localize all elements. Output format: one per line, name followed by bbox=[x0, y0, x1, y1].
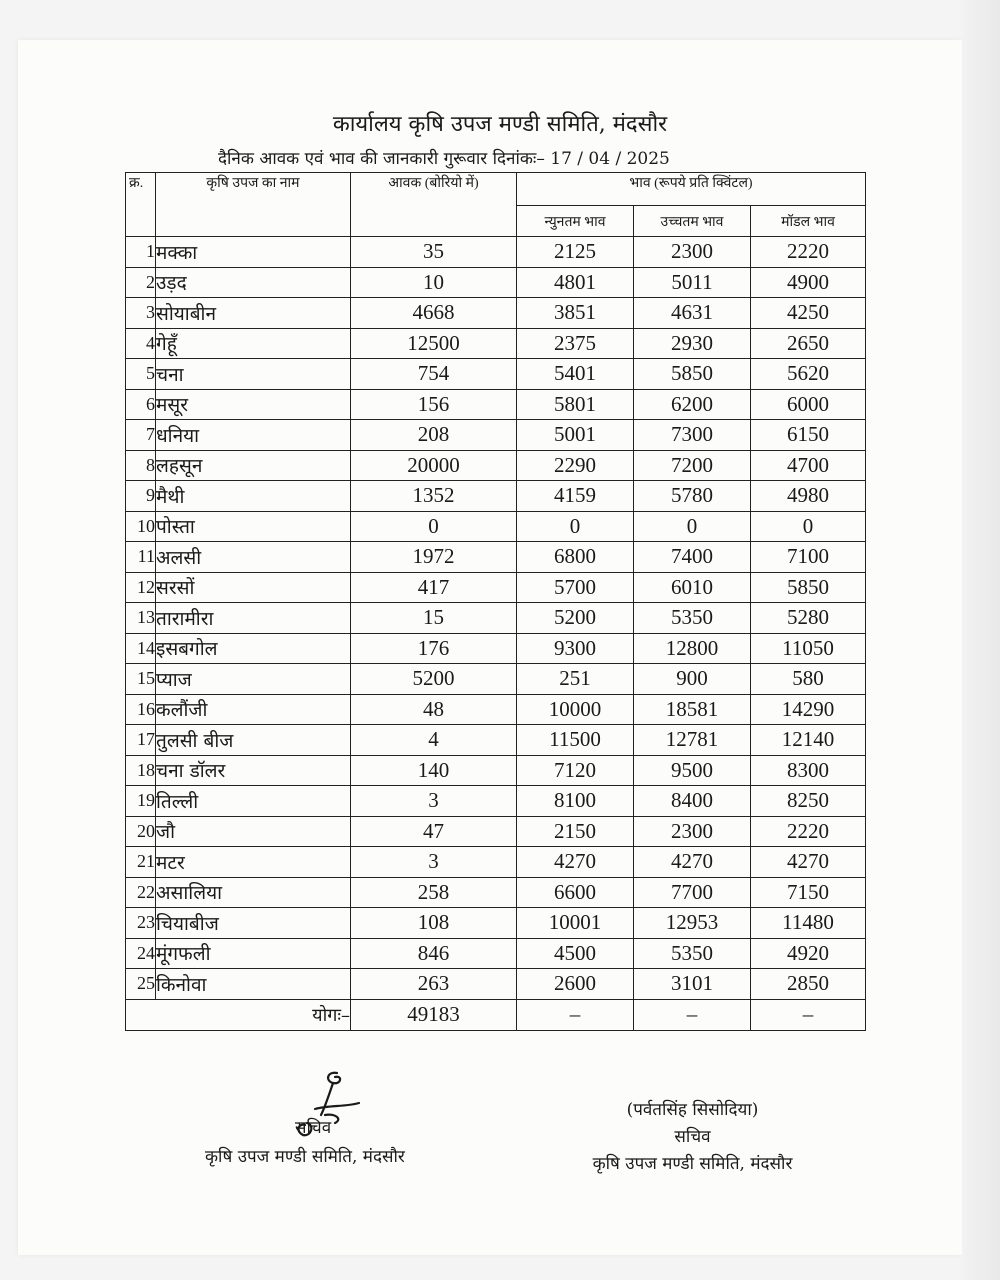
col-header-arrival: आवक (बोरियो में) bbox=[351, 173, 517, 237]
table-row bbox=[126, 694, 866, 725]
cell-modal-price: 2220 bbox=[751, 816, 866, 847]
cell-sn: 7 bbox=[126, 420, 156, 451]
table-row bbox=[126, 816, 866, 847]
cell-crop-name: इसबगोल bbox=[156, 633, 351, 664]
col-header-min: न्युनतम भाव bbox=[517, 206, 634, 237]
table-row bbox=[126, 877, 866, 908]
cell-min-price: 0 bbox=[517, 511, 634, 542]
cell-min-price: 5401 bbox=[517, 359, 634, 390]
cell-modal-price: 580 bbox=[751, 664, 866, 695]
cell-sn: 9 bbox=[126, 481, 156, 512]
cell-modal-price: 11050 bbox=[751, 633, 866, 664]
cell-min-price: 6600 bbox=[517, 877, 634, 908]
cell-arrival: 3 bbox=[351, 847, 517, 878]
cell-crop-name: मसूर bbox=[156, 389, 351, 420]
cell-crop-name: जौ bbox=[156, 816, 351, 847]
cell-modal-price: 8250 bbox=[751, 786, 866, 817]
cell-crop-name: प्याज bbox=[156, 664, 351, 695]
cell-sn: 12 bbox=[126, 572, 156, 603]
table-row bbox=[126, 969, 866, 1000]
cell-min-price: 10001 bbox=[517, 908, 634, 939]
table-row bbox=[126, 633, 866, 664]
cell-max-price: 7300 bbox=[634, 420, 751, 451]
cell-crop-name: पोस्ता bbox=[156, 511, 351, 542]
table-row bbox=[126, 237, 866, 268]
cell-arrival: 0 bbox=[351, 511, 517, 542]
cell-min-price: 11500 bbox=[517, 725, 634, 756]
col-header-modal: मॉडल भाव bbox=[751, 206, 866, 237]
cell-arrival: 3 bbox=[351, 786, 517, 817]
cell-sn: 18 bbox=[126, 755, 156, 786]
cell-sn: 13 bbox=[126, 603, 156, 634]
cell-arrival: 48 bbox=[351, 694, 517, 725]
table-row bbox=[126, 725, 866, 756]
cell-max-price: 5011 bbox=[634, 267, 751, 298]
cell-arrival: 208 bbox=[351, 420, 517, 451]
cell-max-price: 6200 bbox=[634, 389, 751, 420]
cell-crop-name: उड़द bbox=[156, 267, 351, 298]
right-office: कृषि उपज मण्डी समिति, मंदसौर bbox=[592, 1154, 793, 1174]
cell-arrival: 140 bbox=[351, 755, 517, 786]
cell-arrival: 20000 bbox=[351, 450, 517, 481]
cell-crop-name: सोयाबीन bbox=[156, 298, 351, 329]
cell-crop-name: सरसों bbox=[156, 572, 351, 603]
cell-min-price: 9300 bbox=[517, 633, 634, 664]
cell-modal-price: 2850 bbox=[751, 969, 866, 1000]
cell-max-price: 9500 bbox=[634, 755, 751, 786]
cell-max-price: 900 bbox=[634, 664, 751, 695]
cell-min-price: 2150 bbox=[517, 816, 634, 847]
cell-arrival: 4 bbox=[351, 725, 517, 756]
cell-arrival: 15 bbox=[351, 603, 517, 634]
cell-crop-name: तिल्ली bbox=[156, 786, 351, 817]
cell-arrival: 5200 bbox=[351, 664, 517, 695]
cell-crop-name: किनोवा bbox=[156, 969, 351, 1000]
cell-max-price: 18581 bbox=[634, 694, 751, 725]
cell-max-price: 12800 bbox=[634, 633, 751, 664]
cell-crop-name: मक्का bbox=[156, 237, 351, 268]
cell-max-price: 2930 bbox=[634, 328, 751, 359]
table-row bbox=[126, 542, 866, 573]
cell-max-price: 8400 bbox=[634, 786, 751, 817]
table-row bbox=[126, 511, 866, 542]
cell-modal-price: 7150 bbox=[751, 877, 866, 908]
cell-max-price: 6010 bbox=[634, 572, 751, 603]
total-label: योगः– bbox=[126, 999, 351, 1030]
cell-sn: 3 bbox=[126, 298, 156, 329]
cell-sn: 2 bbox=[126, 267, 156, 298]
total-max: – bbox=[634, 999, 751, 1030]
cell-modal-price: 11480 bbox=[751, 908, 866, 939]
cell-modal-price: 14290 bbox=[751, 694, 866, 725]
cell-arrival: 1352 bbox=[351, 481, 517, 512]
table-row bbox=[126, 328, 866, 359]
cell-sn: 22 bbox=[126, 877, 156, 908]
cell-arrival: 10 bbox=[351, 267, 517, 298]
cell-max-price: 0 bbox=[634, 511, 751, 542]
cell-modal-price: 4270 bbox=[751, 847, 866, 878]
cell-min-price: 4500 bbox=[517, 938, 634, 969]
table-row bbox=[126, 450, 866, 481]
cell-min-price: 7120 bbox=[517, 755, 634, 786]
signature-block-left bbox=[205, 1115, 475, 1167]
table-row bbox=[126, 572, 866, 603]
cell-min-price: 4801 bbox=[517, 267, 634, 298]
cell-crop-name: तुलसी बीज bbox=[156, 725, 351, 756]
cell-max-price: 5850 bbox=[634, 359, 751, 390]
cell-modal-price: 4700 bbox=[751, 450, 866, 481]
cell-min-price: 4159 bbox=[517, 481, 634, 512]
cell-modal-price: 5850 bbox=[751, 572, 866, 603]
table-row bbox=[126, 603, 866, 634]
cell-min-price: 2290 bbox=[517, 450, 634, 481]
col-header-max: उच्चतम भाव bbox=[634, 206, 751, 237]
cell-modal-price: 8300 bbox=[751, 755, 866, 786]
cell-max-price: 5350 bbox=[634, 603, 751, 634]
cell-min-price: 251 bbox=[517, 664, 634, 695]
report-subtitle: दैनिक आवक एवं भाव की जानकारी गुरूवार दिनांकः– 17 / 04 / 2025 bbox=[218, 149, 670, 169]
col-header-sn: क्र. bbox=[126, 173, 156, 237]
cell-sn: 8 bbox=[126, 450, 156, 481]
table-row bbox=[126, 267, 866, 298]
page-edge-shade bbox=[962, 0, 1000, 1280]
cell-sn: 16 bbox=[126, 694, 156, 725]
cell-arrival: 1972 bbox=[351, 542, 517, 573]
table-row bbox=[126, 298, 866, 329]
cell-crop-name: लहसून bbox=[156, 450, 351, 481]
cell-max-price: 2300 bbox=[634, 816, 751, 847]
cell-crop-name: मैथी bbox=[156, 481, 351, 512]
cell-modal-price: 0 bbox=[751, 511, 866, 542]
table-row bbox=[126, 908, 866, 939]
table-row bbox=[126, 389, 866, 420]
cell-max-price: 7400 bbox=[634, 542, 751, 573]
cell-crop-name: अलसी bbox=[156, 542, 351, 573]
cell-arrival: 846 bbox=[351, 938, 517, 969]
cell-sn: 20 bbox=[126, 816, 156, 847]
total-row bbox=[126, 999, 866, 1030]
cell-modal-price: 7100 bbox=[751, 542, 866, 573]
cell-arrival: 12500 bbox=[351, 328, 517, 359]
cell-min-price: 2125 bbox=[517, 237, 634, 268]
cell-min-price: 8100 bbox=[517, 786, 634, 817]
cell-arrival: 754 bbox=[351, 359, 517, 390]
cell-sn: 4 bbox=[126, 328, 156, 359]
cell-sn: 19 bbox=[126, 786, 156, 817]
left-designation: सचिव bbox=[295, 1118, 332, 1138]
table-row bbox=[126, 786, 866, 817]
cell-crop-name: कलौंजी bbox=[156, 694, 351, 725]
total-min: – bbox=[517, 999, 634, 1030]
cell-max-price: 4631 bbox=[634, 298, 751, 329]
cell-arrival: 35 bbox=[351, 237, 517, 268]
cell-arrival: 156 bbox=[351, 389, 517, 420]
cell-arrival: 417 bbox=[351, 572, 517, 603]
cell-min-price: 10000 bbox=[517, 694, 634, 725]
cell-sn: 24 bbox=[126, 938, 156, 969]
cell-modal-price: 4900 bbox=[751, 267, 866, 298]
cell-modal-price: 5280 bbox=[751, 603, 866, 634]
cell-sn: 15 bbox=[126, 664, 156, 695]
signature-block-right bbox=[560, 1097, 825, 1178]
cell-min-price: 5200 bbox=[517, 603, 634, 634]
cell-sn: 23 bbox=[126, 908, 156, 939]
cell-sn: 14 bbox=[126, 633, 156, 664]
cell-crop-name: चना डॉलर bbox=[156, 755, 351, 786]
cell-arrival: 108 bbox=[351, 908, 517, 939]
cell-modal-price: 4920 bbox=[751, 938, 866, 969]
cell-crop-name: चियाबीज bbox=[156, 908, 351, 939]
cell-sn: 17 bbox=[126, 725, 156, 756]
cell-min-price: 3851 bbox=[517, 298, 634, 329]
left-office: कृषि उपज मण्डी समिति, मंदसौर bbox=[205, 1147, 405, 1167]
col-header-price-group: भाव (रूपये प्रति क्विंटल) bbox=[517, 173, 866, 206]
cell-modal-price: 6150 bbox=[751, 420, 866, 451]
cell-sn: 5 bbox=[126, 359, 156, 390]
total-modal: – bbox=[751, 999, 866, 1030]
cell-max-price: 7200 bbox=[634, 450, 751, 481]
cell-max-price: 3101 bbox=[634, 969, 751, 1000]
cell-sn: 10 bbox=[126, 511, 156, 542]
cell-sn: 25 bbox=[126, 969, 156, 1000]
cell-modal-price: 4980 bbox=[751, 481, 866, 512]
table-row bbox=[126, 481, 866, 512]
cell-crop-name: गेहूँ bbox=[156, 328, 351, 359]
table-row bbox=[126, 664, 866, 695]
cell-arrival: 47 bbox=[351, 816, 517, 847]
cell-sn: 6 bbox=[126, 389, 156, 420]
cell-sn: 21 bbox=[126, 847, 156, 878]
cell-arrival: 263 bbox=[351, 969, 517, 1000]
cell-crop-name: धनिया bbox=[156, 420, 351, 451]
col-header-name: कृषि उपज का नाम bbox=[156, 173, 351, 237]
cell-crop-name: चना bbox=[156, 359, 351, 390]
cell-max-price: 5780 bbox=[634, 481, 751, 512]
cell-max-price: 2300 bbox=[634, 237, 751, 268]
cell-sn: 1 bbox=[126, 237, 156, 268]
cell-modal-price: 2650 bbox=[751, 328, 866, 359]
total-arrival: 49183 bbox=[351, 999, 517, 1030]
cell-max-price: 5350 bbox=[634, 938, 751, 969]
cell-sn: 11 bbox=[126, 542, 156, 573]
cell-max-price: 12953 bbox=[634, 908, 751, 939]
price-table bbox=[125, 172, 866, 1031]
cell-min-price: 5700 bbox=[517, 572, 634, 603]
table-row bbox=[126, 359, 866, 390]
cell-crop-name: मटर bbox=[156, 847, 351, 878]
right-designation: सचिव bbox=[674, 1127, 711, 1147]
table-row bbox=[126, 755, 866, 786]
cell-arrival: 258 bbox=[351, 877, 517, 908]
table-row bbox=[126, 938, 866, 969]
cell-arrival: 176 bbox=[351, 633, 517, 664]
cell-min-price: 4270 bbox=[517, 847, 634, 878]
cell-modal-price: 6000 bbox=[751, 389, 866, 420]
cell-min-price: 2600 bbox=[517, 969, 634, 1000]
cell-arrival: 4668 bbox=[351, 298, 517, 329]
cell-modal-price: 4250 bbox=[751, 298, 866, 329]
table-row bbox=[126, 420, 866, 451]
cell-max-price: 12781 bbox=[634, 725, 751, 756]
cell-max-price: 7700 bbox=[634, 877, 751, 908]
cell-modal-price: 5620 bbox=[751, 359, 866, 390]
office-title: कार्यालय कृषि उपज मण्डी समिति, मंदसौर bbox=[332, 112, 668, 137]
cell-modal-price: 2220 bbox=[751, 237, 866, 268]
cell-min-price: 6800 bbox=[517, 542, 634, 573]
cell-min-price: 5001 bbox=[517, 420, 634, 451]
right-signatory-name: (पर्वतसिंह सिसोदिया) bbox=[626, 1100, 759, 1120]
table-row bbox=[126, 847, 866, 878]
cell-crop-name: मूंगफली bbox=[156, 938, 351, 969]
cell-max-price: 4270 bbox=[634, 847, 751, 878]
cell-crop-name: असालिया bbox=[156, 877, 351, 908]
cell-min-price: 2375 bbox=[517, 328, 634, 359]
cell-crop-name: तारामीरा bbox=[156, 603, 351, 634]
cell-min-price: 5801 bbox=[517, 389, 634, 420]
cell-modal-price: 12140 bbox=[751, 725, 866, 756]
